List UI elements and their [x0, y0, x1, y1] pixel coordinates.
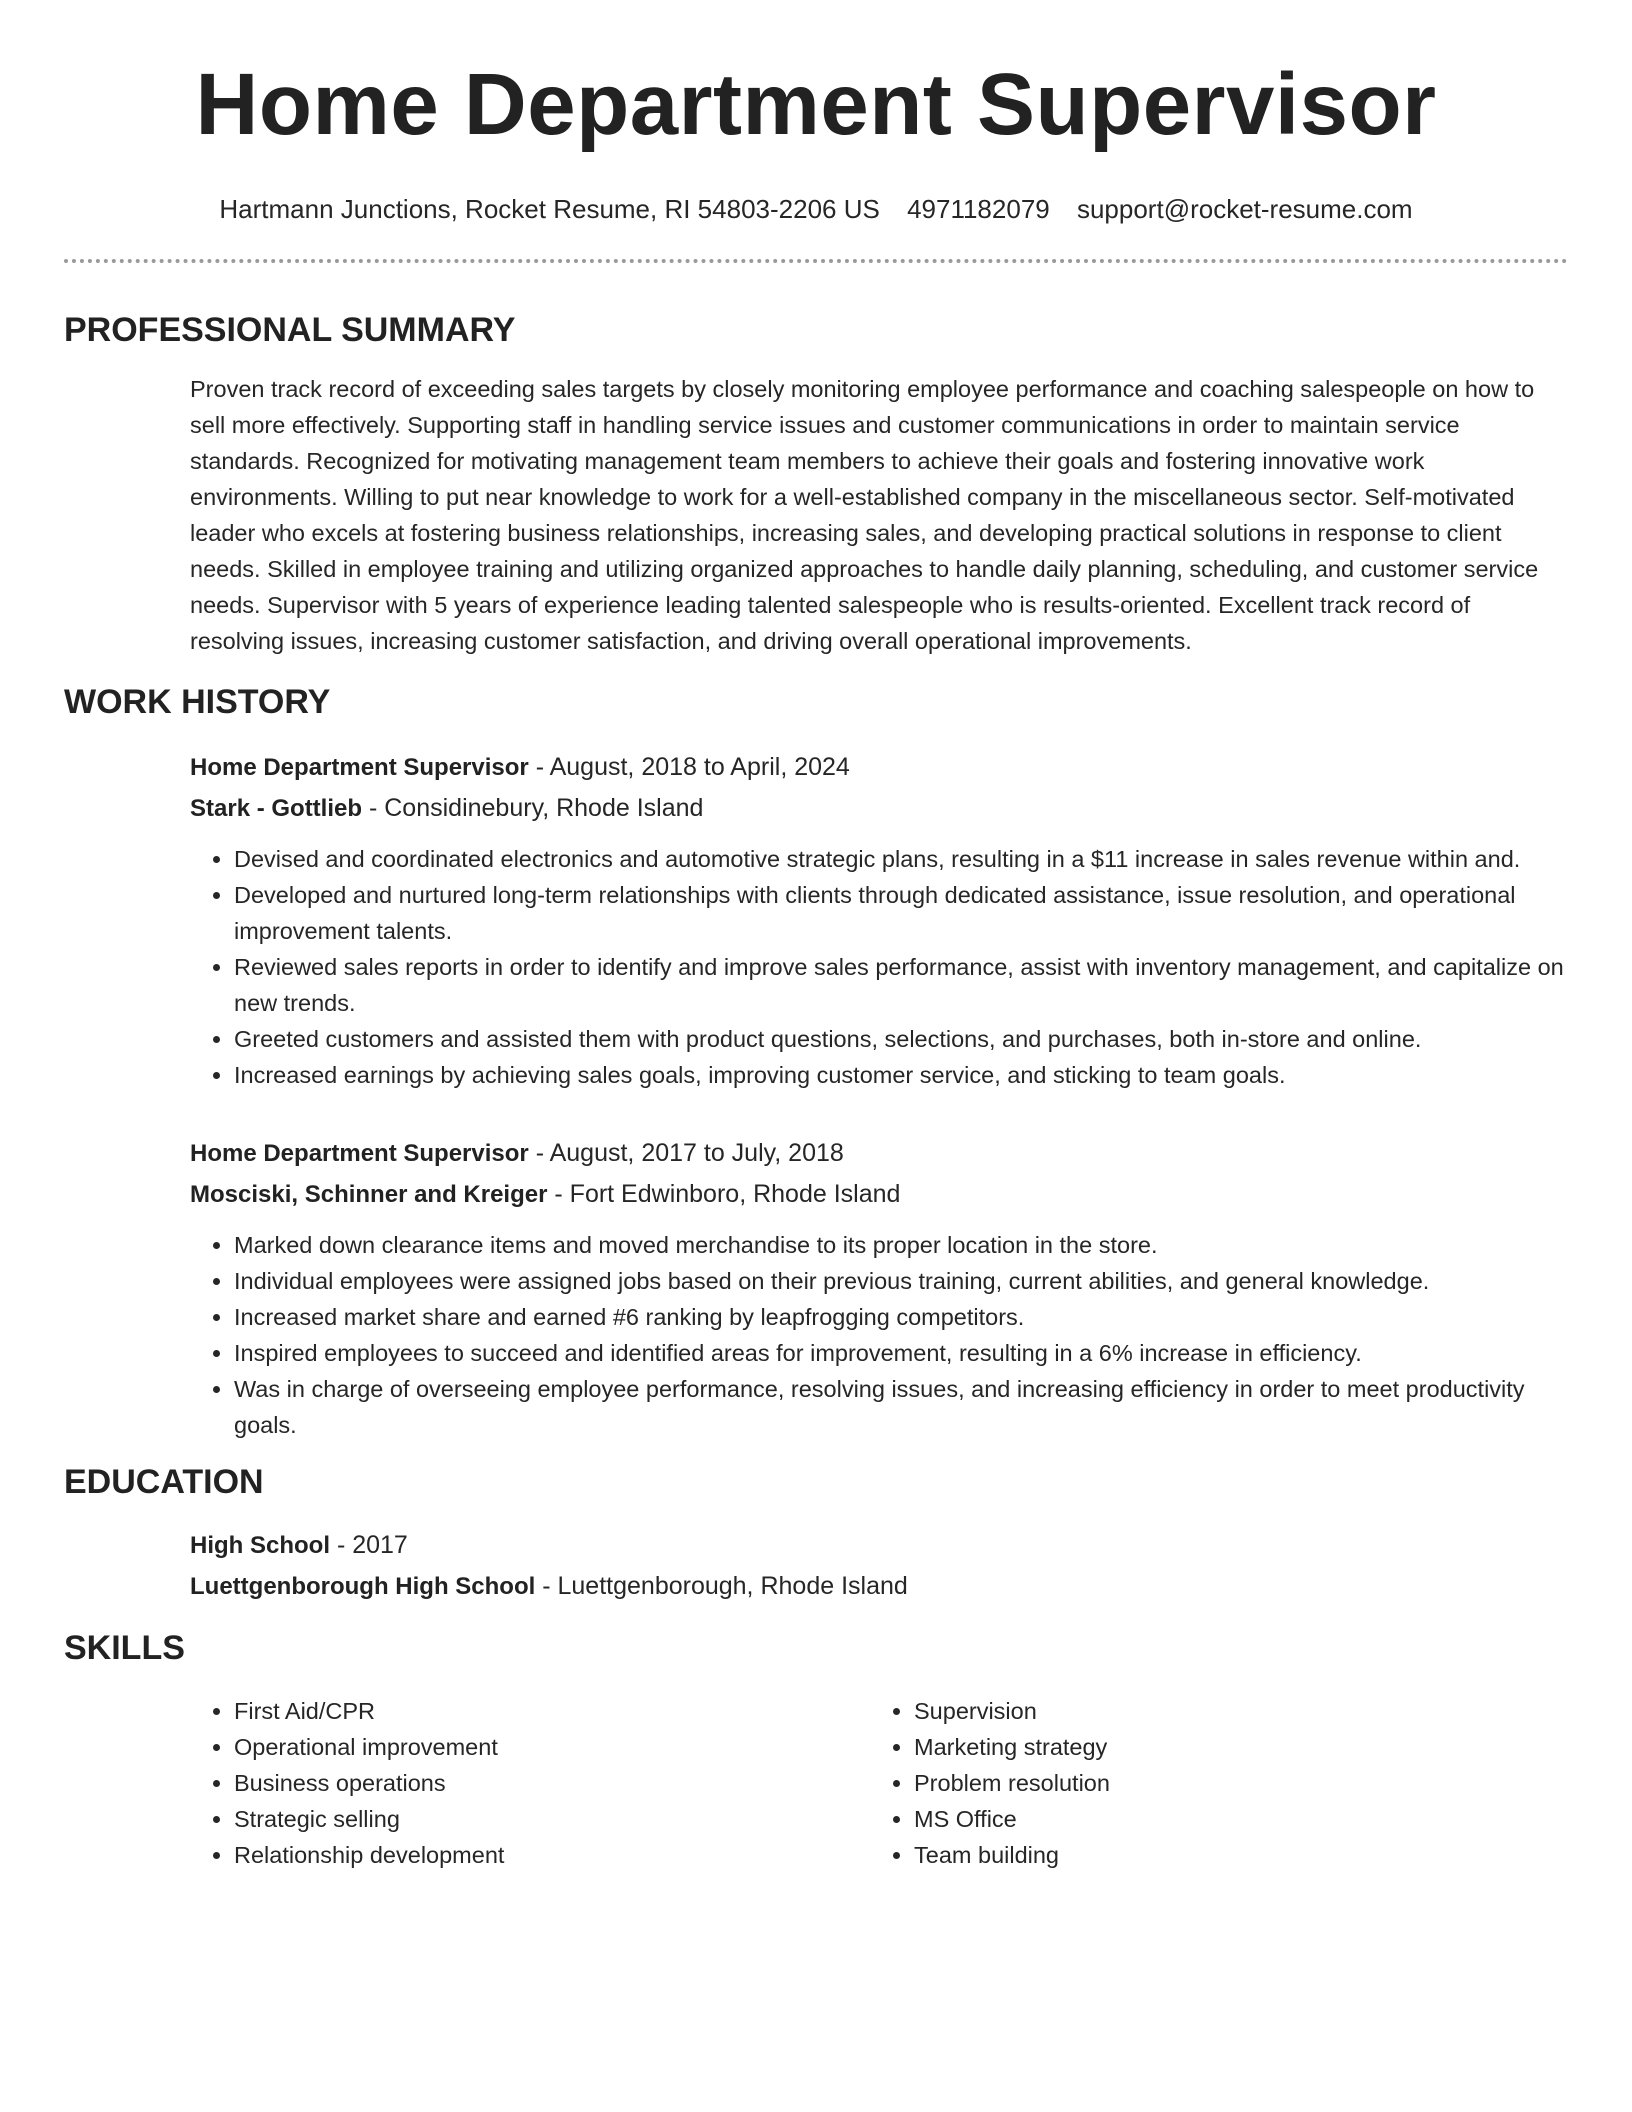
skill-item: • Team building [914, 1837, 1550, 1873]
job-company-line [190, 788, 1568, 829]
skills-list-left [190, 1693, 870, 1873]
bottom-spacer [64, 1873, 1568, 1893]
job-bullet: • Increased market share and earned #6 ranking by leapfrogging competitors. [234, 1299, 1568, 1335]
job-bullet: • Was in charge of overseeing employee performance, resolving issues, and increasing efficiency in order to meet productivity goals. [234, 1371, 1568, 1443]
job-entry [190, 1133, 1568, 1443]
job-company: Stark - Gottlieb [190, 795, 363, 822]
work-history-heading: WORK HISTORY [64, 683, 331, 721]
resume-name: Home Department Supervisor [195, 56, 1437, 153]
job-bullet: • Greeted customers and assisted them with product questions, selections, and purchases, both in-store and online. [234, 1021, 1568, 1057]
job-bullet: • Individual employees were assigned jobs based on their previous training, current abilities, and general knowledge. [234, 1263, 1568, 1299]
skill-item: • Business operations [234, 1765, 870, 1801]
job-position: Home Department Supervisor [190, 754, 529, 781]
education-year: - 2017 [330, 1531, 408, 1559]
job-bullet: • Reviewed sales reports in order to identify and improve sales performance, assist with inventory management, and capitalize on new trends. [234, 949, 1568, 1021]
contact-line [64, 193, 1568, 225]
education-location: - Luettgenborough, Rhode Island [535, 1572, 908, 1600]
skill-item: • Marketing strategy [914, 1729, 1550, 1765]
skills-list-right [870, 1693, 1550, 1873]
summary-text: Proven track record of exceeding sales targets by closely monitoring employee performance and coaching salespeople on how to sell more effectively. Supporting staff in handling service issues and customer communications in order to maintain service standards. Recognized for motivating management team members to achieve their goals and fostering innovative work environments. Willing to put near knowledge to work for a well-established company in the miscellaneous sector. Self-motivated leader who excels at fostering business relationships, increasing sales, and developing practical solutions in response to client needs. Skilled in employee training and utilizing organized approaches to handle daily planning, scheduling, and customer service needs. Supervisor with 5 years of experience leading talented salespeople who is results-oriented. Excellent track record of resolving issues, increasing customer satisfaction, and driving overall operational improvements. [190, 376, 1539, 654]
job-title-line [190, 747, 1568, 788]
job-position: Home Department Supervisor [190, 1140, 529, 1167]
job-bullet: • Devised and coordinated electronics and automotive strategic plans, resulting in a $11 increase in sales revenue within and. [234, 841, 1568, 877]
job-location: - Considinebury, Rhode Island [362, 794, 704, 822]
skill-item: • Relationship development [234, 1837, 870, 1873]
skill-item: • First Aid/CPR [234, 1693, 870, 1729]
summary-heading: PROFESSIONAL SUMMARY [64, 311, 516, 349]
skills-columns [190, 1693, 1568, 1873]
job-dates: - August, 2018 to April, 2024 [528, 753, 850, 781]
contact-address: Hartmann Junctions, Rocket Resume, RI 54803-2206 US [219, 194, 880, 224]
job-bullet: • Developed and nurtured long-term relationships with clients through dedicated assistance, issue resolution, and operational improvement talents. [234, 877, 1568, 949]
education-degree-line [190, 1525, 1568, 1566]
resume-page [64, 0, 1568, 1893]
contact-phone: 4971182079 [907, 194, 1050, 224]
job-company-line [190, 1174, 1568, 1215]
skill-item: • Problem resolution [914, 1765, 1550, 1801]
job-bullets [190, 1227, 1568, 1443]
education-entry [190, 1525, 1568, 1607]
job-bullet: • Marked down clearance items and moved merchandise to its proper location in the store. [234, 1227, 1568, 1263]
job-title-line [190, 1133, 1568, 1174]
skill-item: • Strategic selling [234, 1801, 870, 1837]
skills-heading: SKILLS [64, 1629, 185, 1667]
skill-item: • Operational improvement [234, 1729, 870, 1765]
skill-item: • MS Office [914, 1801, 1550, 1837]
education-heading: EDUCATION [64, 1463, 264, 1501]
job-dates: - August, 2017 to July, 2018 [528, 1139, 844, 1167]
education-school: Luettgenborough High School [190, 1573, 536, 1600]
job-entry [190, 747, 1568, 1093]
job-bullet: • Inspired employees to succeed and identified areas for improvement, resulting in a 6% increase in efficiency. [234, 1335, 1568, 1371]
skill-item: • Supervision [914, 1693, 1550, 1729]
education-degree: High School [190, 1532, 330, 1559]
job-company: Mosciski, Schinner and Kreiger [190, 1181, 548, 1208]
education-school-line [190, 1566, 1568, 1607]
job-bullet: • Increased earnings by achieving sales goals, improving customer service, and sticking to team goals. [234, 1057, 1568, 1093]
contact-email: support@rocket-resume.com [1076, 194, 1413, 224]
header-divider [64, 259, 1568, 263]
job-location: - Fort Edwinboro, Rhode Island [547, 1180, 901, 1208]
job-bullets [190, 841, 1568, 1093]
